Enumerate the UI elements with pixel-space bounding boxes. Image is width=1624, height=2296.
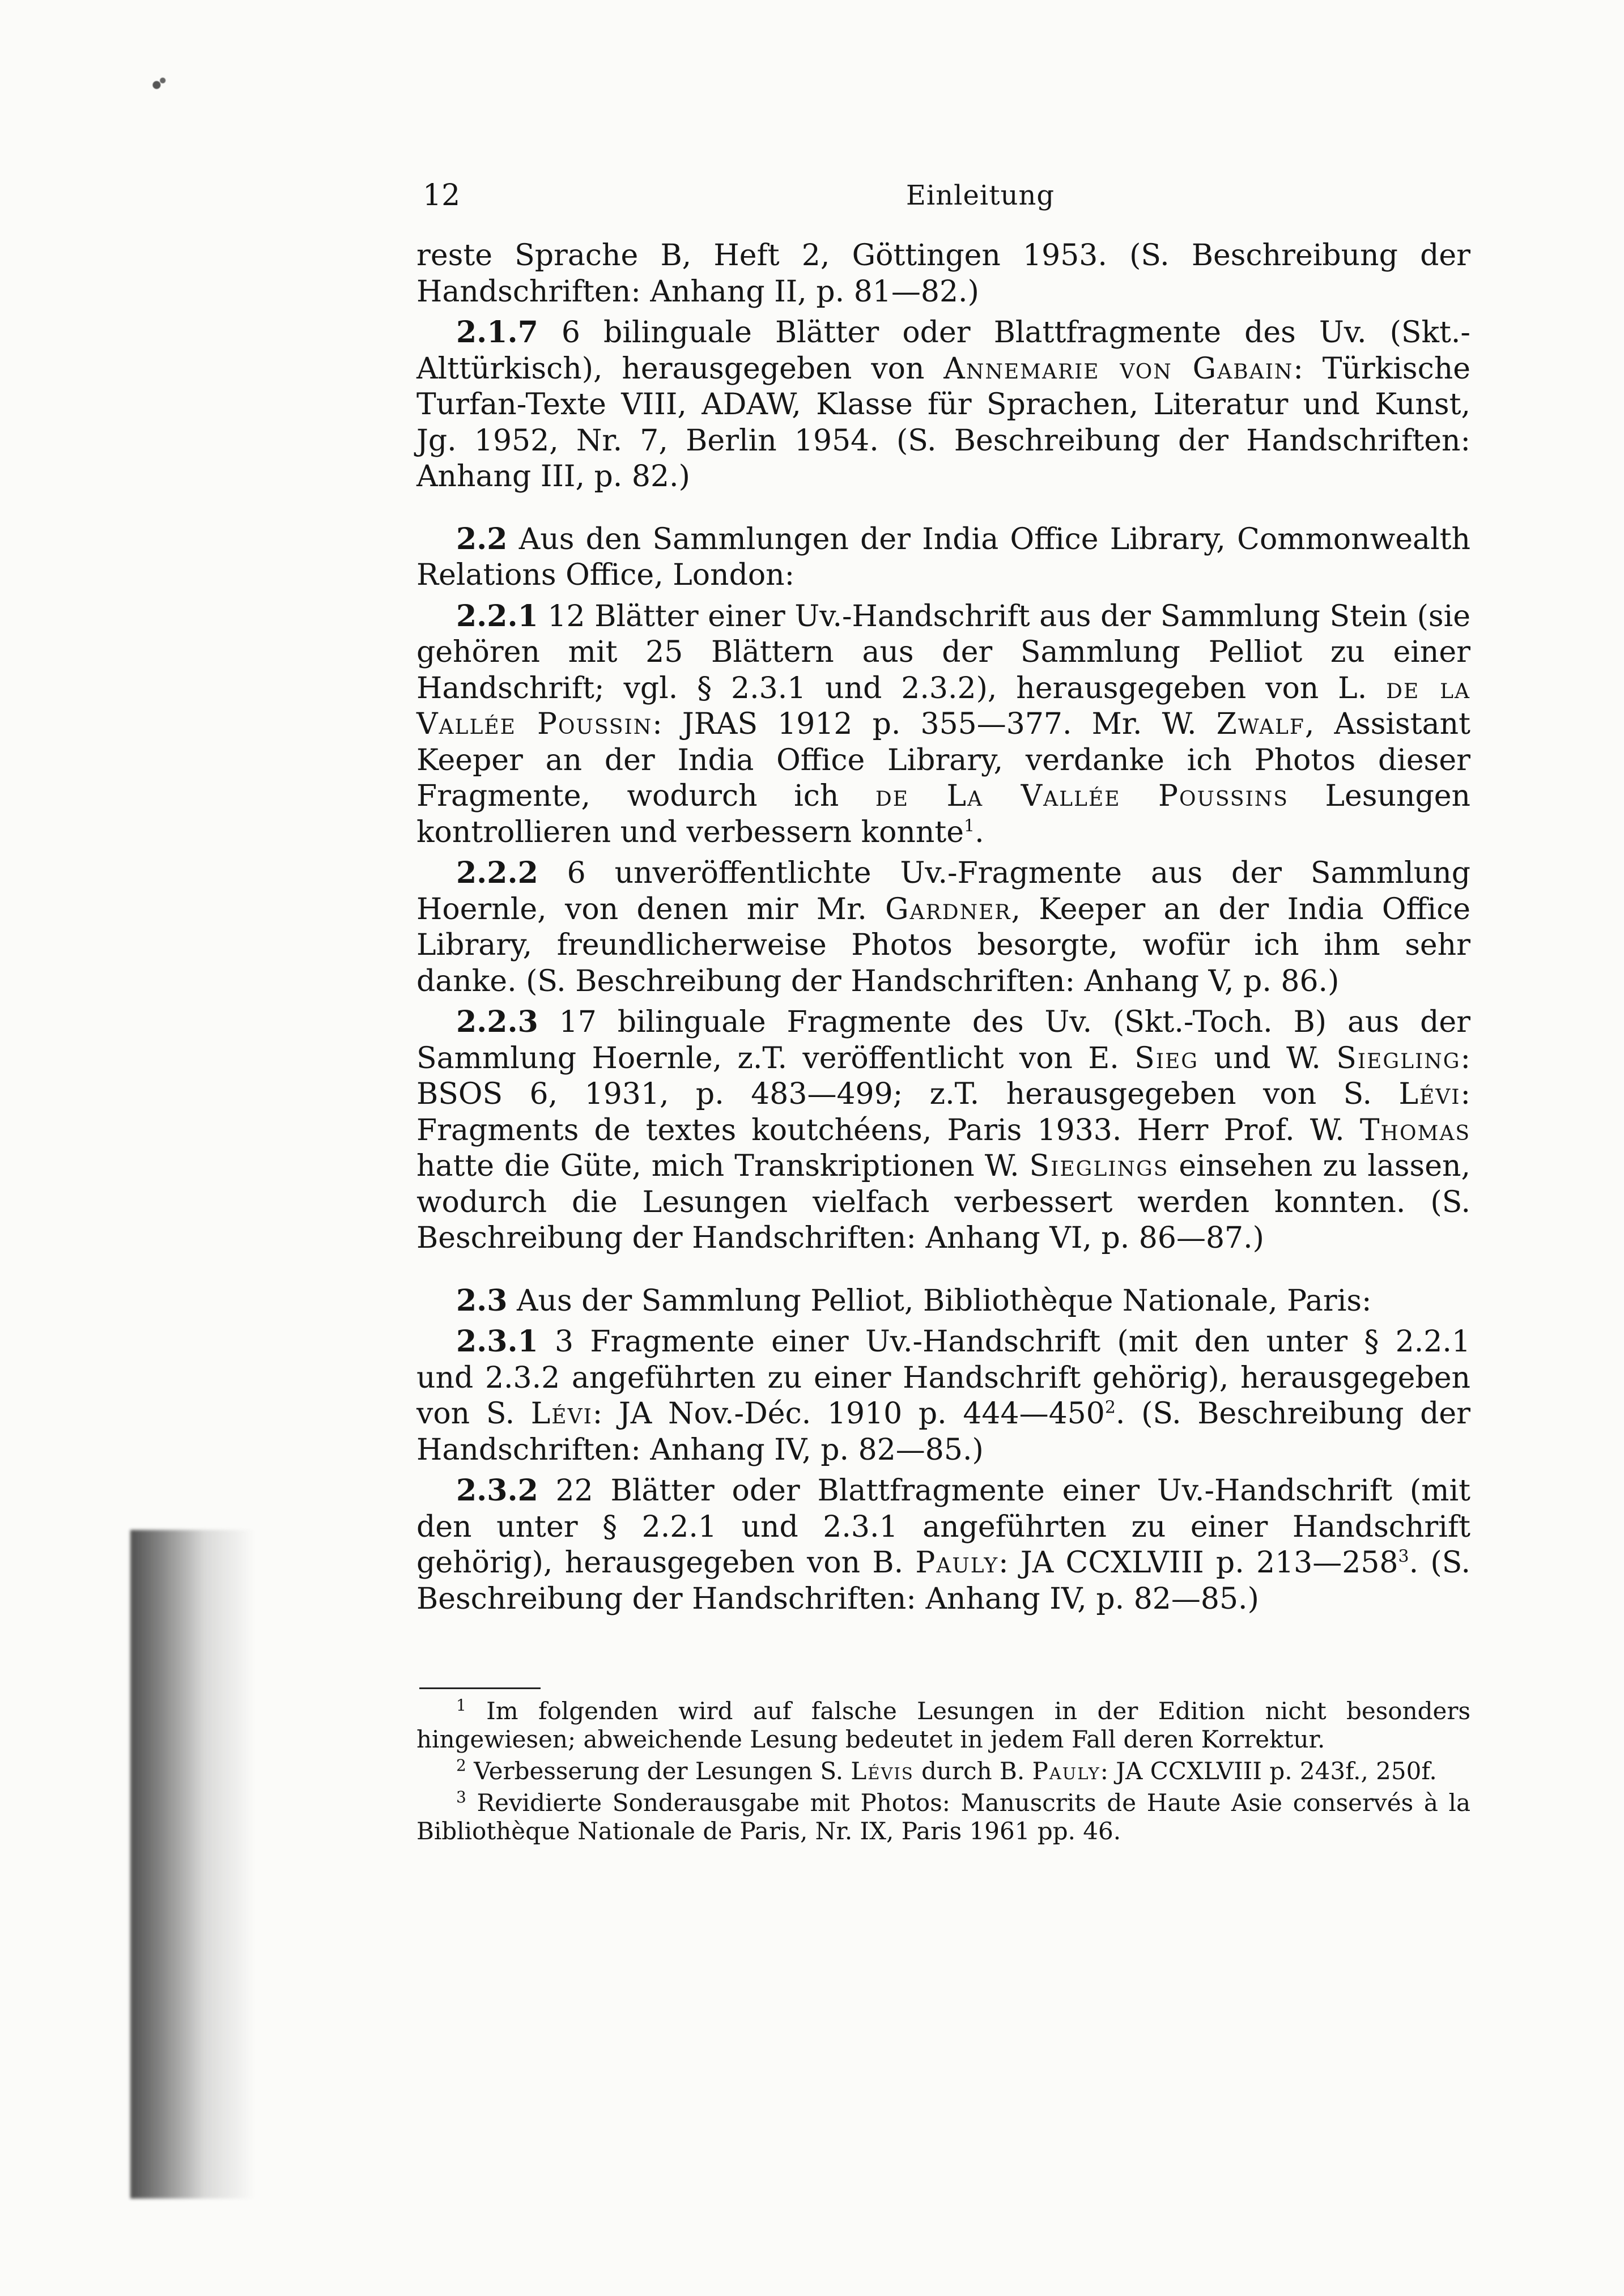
- footnote-ref: 2: [1104, 1397, 1116, 1418]
- footnote-separator: [419, 1687, 541, 1689]
- paragraph-continuation: reste Sprache B, Heft 2, Göttingen 1953. (S. Beschreibung der Handschriften: Anhang II, p. 81—82.): [416, 239, 1470, 309]
- author-name: Sieglings: [1029, 1149, 1169, 1183]
- paragraph-2-2-3: 2.2.3 17 bilinguale Fragmente des Uv. (Skt.-Toch. B) aus der Sammlung Hoernle, z.T. veröffentlicht von E. Sieg und W. Siegling: BSOS 6, 1931, p. 483—499; z.T. herausgegeben von S. Lévi: Fragments de textes koutchéens, Paris 1933. Herr Prof. W. Thomas hatte die Güte, mich Transkriptionen W. Sieglings einsehen zu lassen, wodurch die Lesungen vielfach verbessert werden konnten. (S. Beschreibung der Handschriften: Anhang VI, p. 86—87.): [416, 1005, 1470, 1255]
- paragraph-2-2: 2.2 Aus den Sammlungen der India Office Library, Commonwealth Relations Office, London:: [416, 521, 1470, 592]
- author-name: Lévi: [530, 1397, 593, 1431]
- paragraph-2-1-7: 2.1.7 6 bilinguale Blätter oder Blattfragmente des Uv. (Skt.-Alttürkisch), herausgegeben von Annemarie von Gabain: Türkische Turfan-Texte VIII, ADAW, Klasse für Sprachen, Literatur und Kunst, Jg. 1952, Nr. 7, Berlin 1954. (S. Beschreibung der Handschriften: Anhang III, p. 82.): [416, 315, 1470, 494]
- section-number: 2.2: [456, 521, 508, 556]
- footnotes: [416, 1697, 1470, 1849]
- author-name: Pauly: [915, 1546, 999, 1580]
- author-name: Sieg: [1134, 1041, 1199, 1075]
- author-name: Thomas: [1359, 1113, 1470, 1147]
- section-number: 2.3.2: [456, 1473, 538, 1508]
- footnote-mark: 2: [456, 1756, 466, 1775]
- footnote-ref: 3: [1398, 1546, 1409, 1567]
- main-text: [416, 238, 1470, 1622]
- paragraph-2-2-2: 2.2.2 6 unveröffentlichte Uv.-Fragmente aus der Sammlung Hoernle, von denen mir Mr. Gardner, Keeper an der India Office Library, freundlicherweise Photos besorgte, wofür ich ihm sehr danke. (S. Beschreibung der Handschriften: Anhang V, p. 86.): [416, 856, 1470, 998]
- author-name: Lévis: [851, 1757, 914, 1785]
- section-number: 2.2.1: [456, 598, 538, 633]
- paragraph-2-3-1: 2.3.1 3 Fragmente einer Uv.-Handschrift (mit den unter § 2.2.1 und 2.3.2 angeführten zu einer Handschrift gehörig), herausgegeben von S. Lévi: JA Nov.-Déc. 1910 p. $444—450^2$. (S. Beschreibung der Handschriften: Anhang IV, p. 82—85.): [416, 1324, 1470, 1467]
- section-number: 2.3: [456, 1283, 508, 1318]
- footnote-mark: 3: [456, 1788, 466, 1806]
- author-name: Pauly: [1032, 1757, 1100, 1785]
- author-name: Siegling: [1336, 1041, 1461, 1075]
- section-number: 2.2.3: [456, 1005, 538, 1039]
- author-name: Gardner: [885, 892, 1011, 926]
- edge-ink-smudge: [148, 74, 169, 96]
- author-name: Zwalf: [1216, 707, 1305, 741]
- author-name: Lévi: [1398, 1077, 1461, 1111]
- footnote-ref: 1: [964, 816, 975, 836]
- footnote-1: $^1$ Im folgenden wird auf falsche Lesungen in der Edition nicht besonders hingewiesen; abweichende Lesung bedeutet in jedem Fall deren Korrektur.: [416, 1696, 1470, 1753]
- section-number: 2.2.2: [456, 856, 538, 890]
- paragraph-2-3-2: 2.3.2 22 Blätter oder Blattfragmente einer Uv.-Handschrift (mit den unter § 2.2.1 und 2.3.1 angeführten zu einer Handschrift gehörig), herausgegeben von B. Pauly: JA CCXLVIII p. $213—258^3$. (S. Beschreibung der Handschriften: Anhang IV, p. 82—85.): [416, 1473, 1470, 1616]
- footnote-2: $^2$ Verbesserung der Lesungen S. Lévis durch B. Pauly: JA CCXLVIII p. 243f., 250f.: [456, 1756, 1437, 1785]
- running-head: [423, 176, 1470, 215]
- paragraph-2-2-1: 2.2.1 12 Blätter einer Uv.-Handschrift aus der Sammlung Stein (sie gehören mit 25 Blättern aus der Sammlung Pelliot zu einer Handschrift; vgl. § 2.3.1 und 2.3.2), herausgegeben von L. de la Vallée Poussin: JRAS 1912 p. 355—377. Mr. W. Zwalf, Assistant Keeper an der India Office Library, verdanke ich Photos dieser Fragmente, wodurch ich de La Vallée Poussins Lesungen kontrollieren und verbessern konnte$^1$.: [416, 598, 1471, 849]
- gutter-shadow: [130, 1530, 255, 2199]
- section-number: 2.3.1: [456, 1324, 538, 1359]
- author-name: Annemarie von Gabain: [943, 351, 1294, 386]
- section-number: 2.1.7: [456, 315, 538, 350]
- footnote-mark: 1: [456, 1696, 466, 1715]
- page-number: 12: [423, 178, 461, 212]
- footnote-3: $^3$ Revidierte Sonderausgabe mit Photos: Manuscrits de Haute Asie conservés à la Bibliothèque Nationale de Paris, Nr. IX, Paris 1961 pp. 46.: [416, 1788, 1470, 1845]
- author-name: de La Vallée Poussins: [875, 779, 1289, 813]
- paragraph-2-3: 2.3 Aus der Sammlung Pelliot, Bibliothèque Nationale, Paris:: [456, 1283, 1372, 1318]
- header-title: Einleitung: [905, 180, 1055, 211]
- author-name: de la Vallée Poussin: [416, 671, 1471, 741]
